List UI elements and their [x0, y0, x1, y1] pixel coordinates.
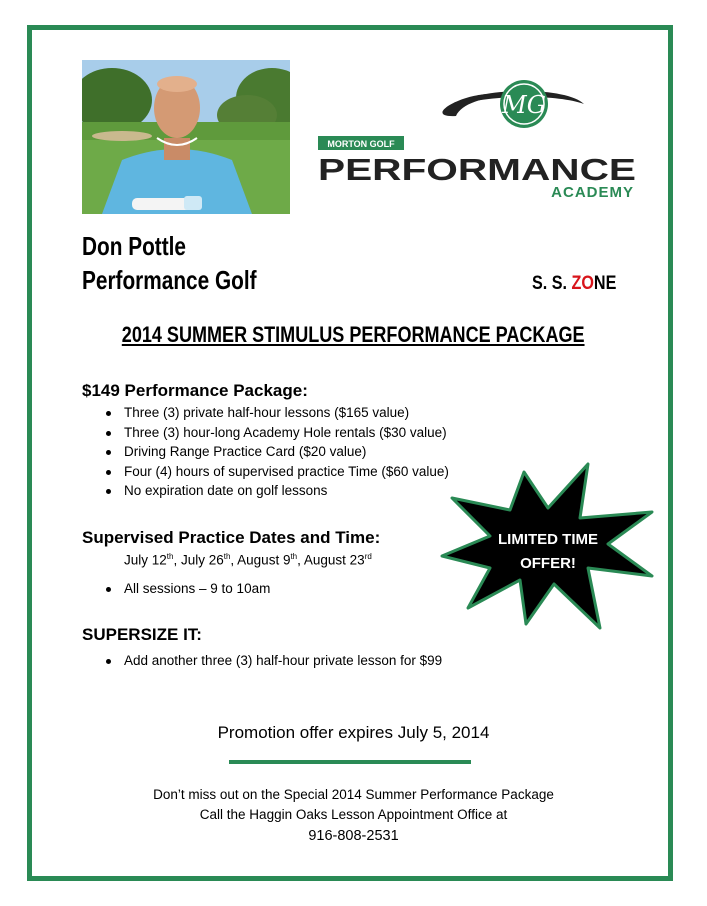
- list-item: Driving Range Practice Card ($20 value): [104, 442, 449, 462]
- list-item: Four (4) hours of supervised practice Time ($60 value): [104, 462, 449, 482]
- promo-expiry: Promotion offer expires July 5, 2014: [217, 723, 490, 742]
- zone-red-letters: ZO: [571, 273, 594, 294]
- limited-offer-starburst: [438, 458, 658, 634]
- logo-word-performance: PERFORMANCE: [318, 152, 636, 187]
- green-divider: [229, 760, 471, 764]
- business-name: Performance Golf: [82, 265, 257, 295]
- package-list: [104, 403, 449, 501]
- practice-list: [104, 579, 270, 599]
- ss-zone-label: [532, 273, 616, 295]
- package-title: 2014 SUMMER STIMULUS PERFORMANCE PACKAGE: [122, 322, 585, 347]
- performance-academy-logo: [316, 80, 638, 202]
- logo-monogram: MG: [502, 91, 546, 119]
- supersize-list: [104, 651, 442, 671]
- list-item: All sessions – 9 to 10am: [104, 579, 270, 599]
- golfer-photo: [82, 60, 290, 214]
- logo-word-academy: ACADEMY: [551, 184, 634, 201]
- list-item: Add another three (3) half-hour private lesson for $99: [104, 651, 442, 671]
- coach-name: Don Pottle: [82, 231, 186, 261]
- zone-prefix: S. S.: [532, 273, 572, 294]
- zone-suffix: NE: [593, 273, 617, 294]
- practice-heading: Supervised Practice Dates and Time:: [82, 528, 381, 547]
- list-item: Three (3) private half-hour lessons ($165 value): [104, 403, 449, 423]
- footer-line2: Call the Haggin Oaks Lesson Appointment Office at: [199, 807, 508, 822]
- package-heading: $149 Performance Package:: [82, 381, 308, 400]
- logo-brand: MORTON GOLF: [327, 139, 395, 149]
- list-item: No expiration date on golf lessons: [104, 481, 449, 501]
- footer-line1: Don’t miss out on the Special 2014 Summer Performance Package: [153, 787, 554, 802]
- starburst-line1: LIMITED TIME: [498, 531, 598, 548]
- supersize-heading: SUPERSIZE IT:: [82, 625, 202, 644]
- practice-dates: July 12th, July 26th, August 9th, August 23rd: [124, 552, 372, 568]
- starburst-line2: OFFER!: [520, 555, 576, 572]
- list-item: Three (3) hour-long Academy Hole rentals ($30 value): [104, 423, 449, 443]
- footer-phone: 916-808-2531: [308, 828, 399, 844]
